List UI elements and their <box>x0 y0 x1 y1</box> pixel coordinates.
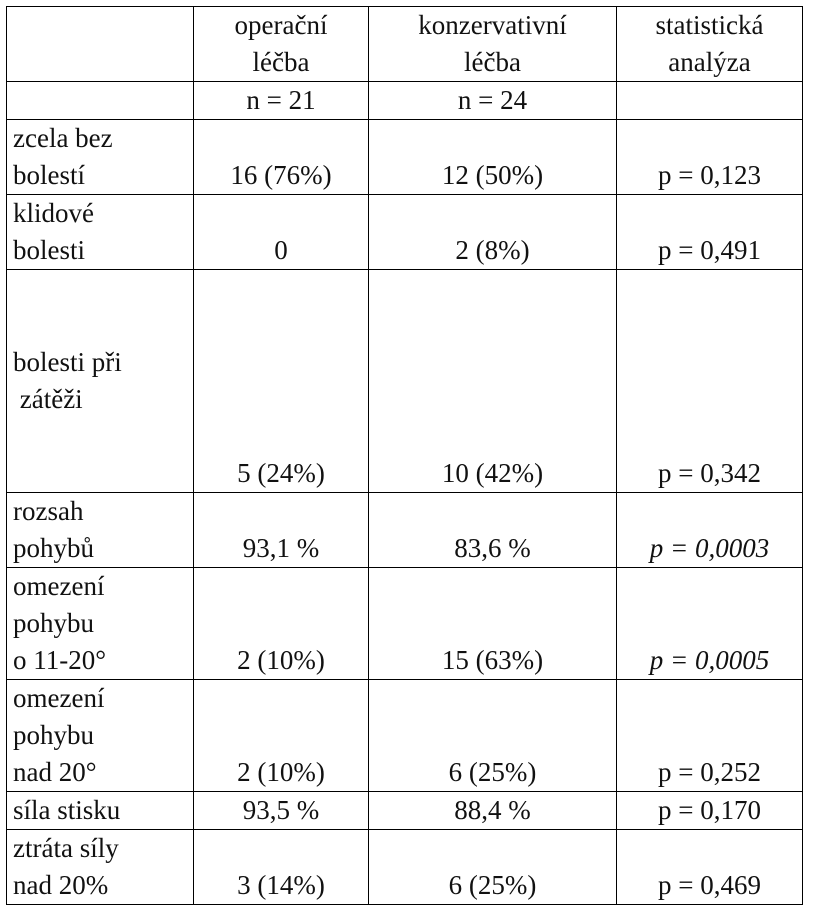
row-label: rozsah pohybů <box>7 493 194 568</box>
header-operative-treatment: operační léčba <box>194 7 369 82</box>
table-row <box>7 120 803 195</box>
count-conservative: n = 24 <box>369 82 617 120</box>
operative-value: 3 (14%) <box>194 830 369 905</box>
operative-value: 5 (24%) <box>194 270 369 493</box>
row-label: ztráta síly nad 20% <box>7 830 194 905</box>
header-conservative-treatment: konzervativní léčba <box>369 7 617 82</box>
row-label: síla stisku <box>7 792 194 830</box>
count-empty-cell <box>617 82 803 120</box>
conservative-value: 15 (63%) <box>369 568 617 680</box>
operative-value: 0 <box>194 195 369 270</box>
row-label: omezení pohybu o 11-20° <box>7 568 194 680</box>
conservative-value: 10 (42%) <box>369 270 617 493</box>
row-label: bolesti při zátěži <box>7 270 194 493</box>
table-row <box>7 568 803 680</box>
table-row <box>7 195 803 270</box>
p-value: p = 0,0005 <box>617 568 803 680</box>
table-row <box>7 792 803 830</box>
p-value: p = 0,170 <box>617 792 803 830</box>
header-statistical-analysis: statistická analýza <box>617 7 803 82</box>
row-label: omezení pohybu nad 20° <box>7 680 194 792</box>
row-label: zcela bez bolestí <box>7 120 194 195</box>
p-value: p = 0,252 <box>617 680 803 792</box>
table-row <box>7 830 803 905</box>
table-row <box>7 270 803 493</box>
p-value: p = 0,123 <box>617 120 803 195</box>
row-label: klidové bolesti <box>7 195 194 270</box>
operative-value: 93,5 % <box>194 792 369 830</box>
conservative-value: 12 (50%) <box>369 120 617 195</box>
count-row <box>7 82 803 120</box>
count-operative: n = 21 <box>194 82 369 120</box>
p-value: p = 0,469 <box>617 830 803 905</box>
table-row <box>7 493 803 568</box>
conservative-value: 83,6 % <box>369 493 617 568</box>
operative-value: 2 (10%) <box>194 680 369 792</box>
header-corner-cell <box>7 7 194 82</box>
conservative-value: 6 (25%) <box>369 680 617 792</box>
operative-value: 16 (76%) <box>194 120 369 195</box>
count-label-cell <box>7 82 194 120</box>
conservative-value: 2 (8%) <box>369 195 617 270</box>
conservative-value: 6 (25%) <box>369 830 617 905</box>
conservative-value: 88,4 % <box>369 792 617 830</box>
operative-value: 93,1 % <box>194 493 369 568</box>
results-table <box>6 6 803 905</box>
p-value: p = 0,0003 <box>617 493 803 568</box>
table-row <box>7 680 803 792</box>
p-value: p = 0,342 <box>617 270 803 493</box>
operative-value: 2 (10%) <box>194 568 369 680</box>
p-value: p = 0,491 <box>617 195 803 270</box>
header-row <box>7 7 803 82</box>
